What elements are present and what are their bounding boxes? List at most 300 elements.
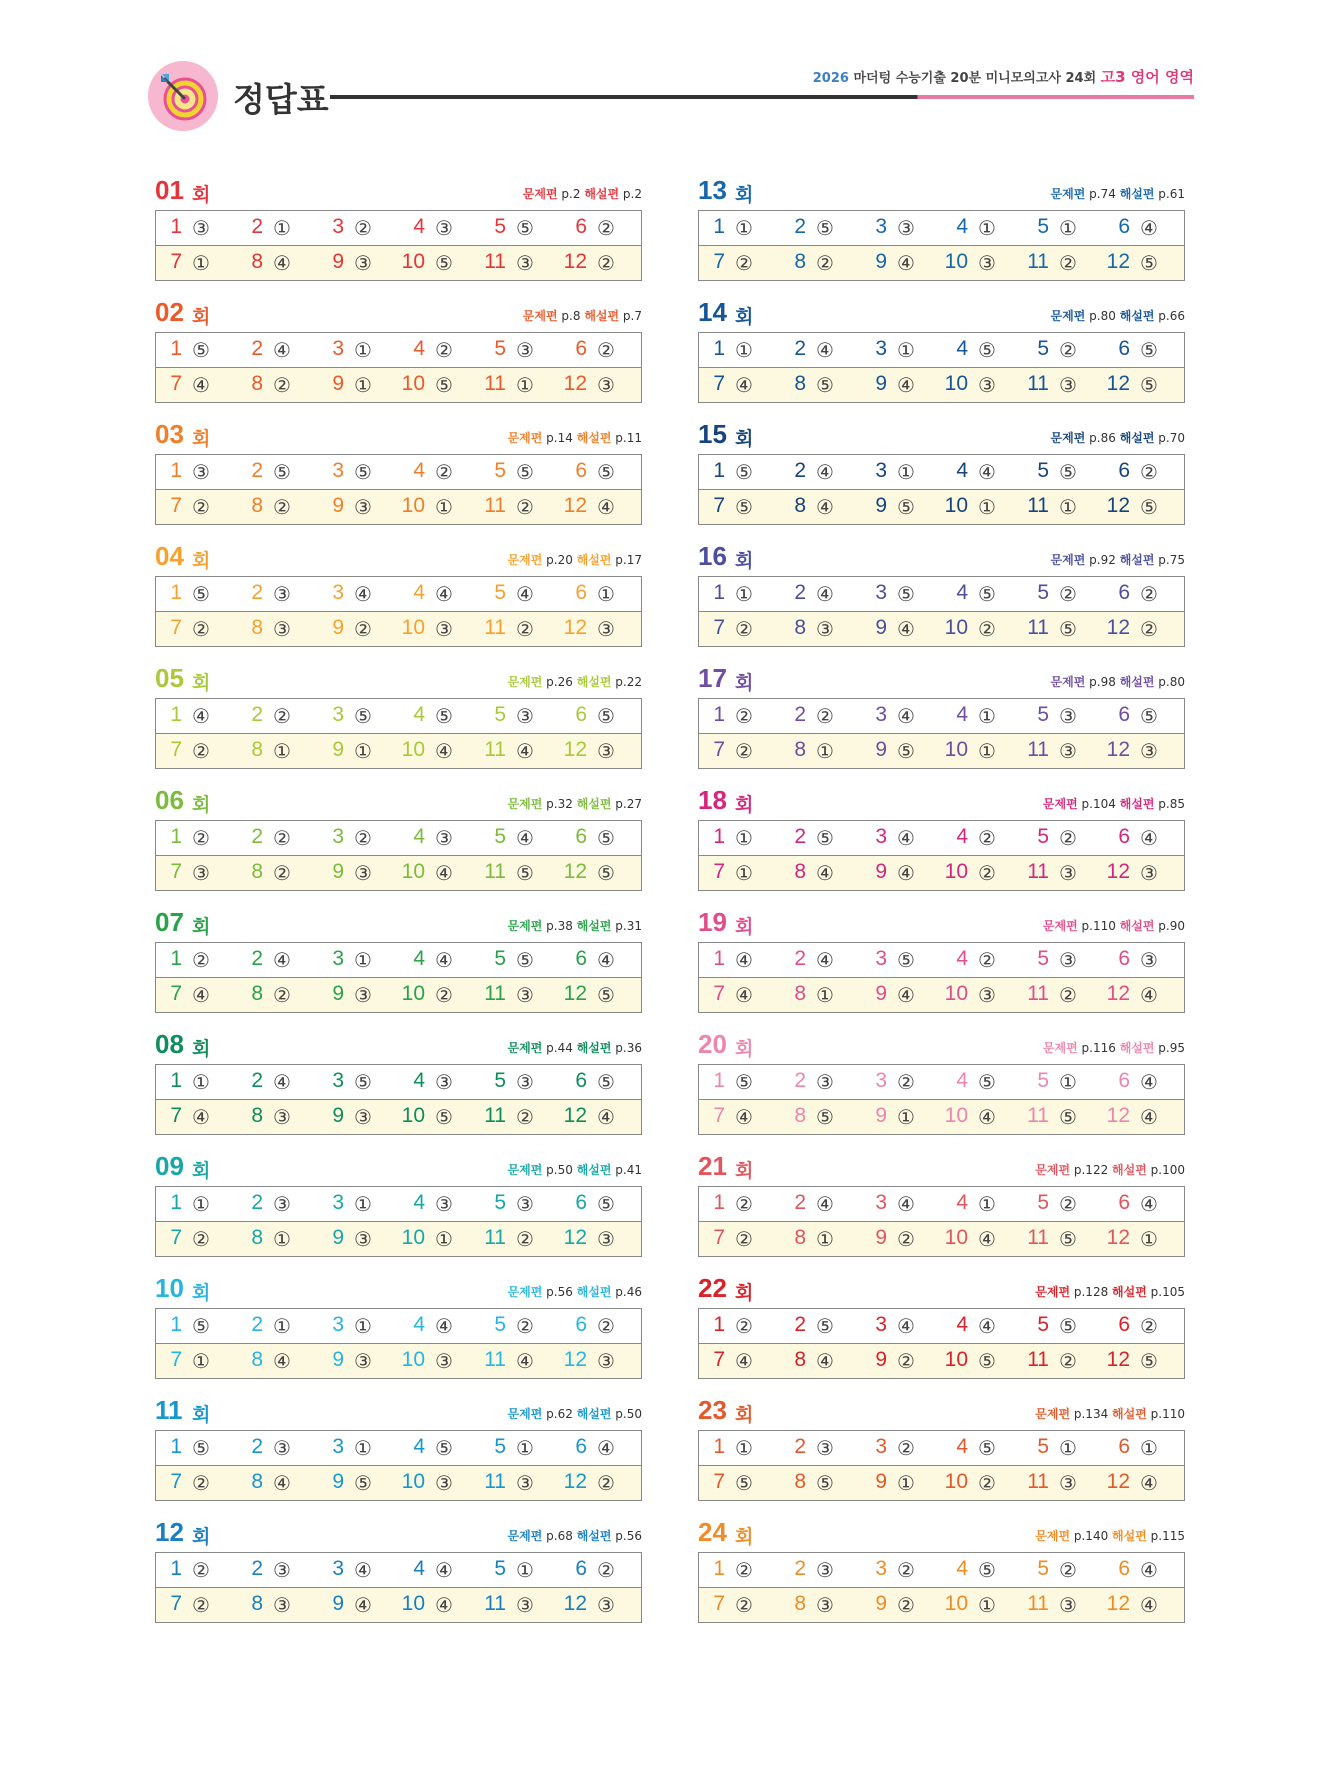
answer-choice: ④ <box>735 948 753 972</box>
subtitle-year: 2026 <box>812 71 849 86</box>
answer-cell <box>780 612 860 646</box>
answer-cell <box>1023 734 1103 768</box>
answer-cell <box>561 1553 641 1587</box>
answer-cell <box>1104 612 1184 646</box>
question-number: 4 <box>956 703 968 726</box>
answer-choice: ② <box>897 1558 915 1582</box>
answer-cell <box>861 1588 941 1622</box>
solution-book-page: p.66 <box>1158 309 1185 323</box>
session-block <box>698 1273 1185 1379</box>
question-number: 11 <box>1027 982 1049 1005</box>
question-number: 12 <box>1106 982 1130 1005</box>
answer-cell <box>561 856 641 890</box>
question-number: 11 <box>484 494 506 517</box>
answer-choice: ① <box>816 1227 834 1251</box>
session-block <box>155 1151 642 1257</box>
answer-choice: ⑤ <box>735 495 753 519</box>
answer-cell <box>861 978 941 1012</box>
question-number: 9 <box>875 1104 887 1127</box>
answer-grid <box>155 454 642 525</box>
solution-book-page: p.80 <box>1158 675 1185 689</box>
session-page-refs <box>1043 917 1185 934</box>
question-number: 1 <box>713 459 725 482</box>
answer-cell <box>237 1065 317 1099</box>
solution-book-label: 해설편 <box>1119 431 1155 445</box>
answer-cell <box>780 978 860 1012</box>
answer-choice: ③ <box>816 1070 834 1094</box>
answer-choice: ⑤ <box>978 1349 996 1373</box>
answer-choice: ④ <box>735 1105 753 1129</box>
answer-cell <box>1023 1187 1103 1221</box>
answer-row <box>699 1553 1184 1588</box>
question-number: 3 <box>875 1191 887 1214</box>
answer-choice: ① <box>897 338 915 362</box>
answer-cell <box>237 577 317 611</box>
question-number: 1 <box>170 1435 182 1458</box>
answer-cell <box>480 577 560 611</box>
question-number: 10 <box>401 1104 425 1127</box>
question-number: 3 <box>332 947 344 970</box>
session-suffix: 회 <box>192 916 211 938</box>
answer-cell <box>318 856 398 890</box>
answer-grid <box>698 576 1185 647</box>
answer-cell <box>1023 333 1103 367</box>
answer-cell <box>1023 699 1103 733</box>
answer-cell <box>861 856 941 890</box>
answer-choice: ① <box>735 582 753 606</box>
answer-cell <box>942 211 1022 245</box>
answer-cell <box>699 978 779 1012</box>
session-header <box>155 419 642 449</box>
answer-choice: ② <box>735 251 753 275</box>
answer-choice: ③ <box>597 617 615 641</box>
answer-cell <box>1023 490 1103 524</box>
answer-cell <box>399 1100 479 1134</box>
answer-choice: ① <box>273 739 291 763</box>
question-number: 12 <box>563 1470 587 1493</box>
answer-cell <box>1023 1100 1103 1134</box>
answer-choice: ④ <box>816 1349 834 1373</box>
answer-cell <box>480 1431 560 1465</box>
answer-cell <box>861 368 941 402</box>
answer-choice: ③ <box>516 338 534 362</box>
problem-book-page: p.56 <box>546 1285 573 1299</box>
solution-book-label: 해설편 <box>1119 553 1155 567</box>
answer-cell <box>699 1309 779 1343</box>
answer-choice: ① <box>1059 495 1077 519</box>
answer-choice: ⑤ <box>816 373 834 397</box>
question-number: 1 <box>170 1191 182 1214</box>
session-block <box>155 297 642 403</box>
answer-choice: ③ <box>435 1349 453 1373</box>
solution-book-label: 해설편 <box>576 797 612 811</box>
session-number: 17 <box>698 663 727 693</box>
question-number: 2 <box>251 215 263 238</box>
answer-choice: ② <box>735 1314 753 1338</box>
answer-choice: ① <box>192 251 210 275</box>
question-number: 8 <box>794 616 806 639</box>
question-number: 5 <box>494 337 506 360</box>
answer-choice: ④ <box>1140 1070 1158 1094</box>
answer-row <box>699 1344 1184 1378</box>
answer-cell <box>399 612 479 646</box>
answer-choice: ⑤ <box>978 582 996 606</box>
answer-cell <box>942 734 1022 768</box>
answer-choice: ④ <box>1140 983 1158 1007</box>
answer-cell <box>780 1309 860 1343</box>
problem-book-page: p.20 <box>546 553 573 567</box>
session-page-refs <box>1035 1405 1185 1422</box>
answer-cell <box>156 856 236 890</box>
answer-choice: ④ <box>435 1558 453 1582</box>
session-number: 09 <box>155 1151 184 1181</box>
question-number: 11 <box>1027 372 1049 395</box>
question-number: 1 <box>713 581 725 604</box>
question-number: 7 <box>713 494 725 517</box>
problem-book-page: p.44 <box>546 1041 573 1055</box>
answer-choice: ③ <box>1059 373 1077 397</box>
answer-cell <box>699 368 779 402</box>
solution-book-page: p.50 <box>615 1407 642 1421</box>
answer-choice: ③ <box>597 739 615 763</box>
answer-choice: ② <box>192 739 210 763</box>
answer-cell <box>399 699 479 733</box>
answer-grid <box>698 820 1185 891</box>
question-number: 3 <box>875 947 887 970</box>
session-block <box>698 785 1185 891</box>
session-block <box>155 175 642 281</box>
answer-cell <box>480 1344 560 1378</box>
question-number: 12 <box>563 616 587 639</box>
answer-cell <box>861 1553 941 1587</box>
answer-row <box>699 1222 1184 1256</box>
answer-cell <box>318 490 398 524</box>
answer-row <box>156 1588 641 1622</box>
answer-cell <box>480 856 560 890</box>
answer-grid <box>155 820 642 891</box>
answer-choice: ① <box>897 1105 915 1129</box>
question-number: 12 <box>1106 1470 1130 1493</box>
session-suffix: 회 <box>735 428 754 450</box>
question-number: 6 <box>575 1069 587 1092</box>
solution-book-label: 해설편 <box>576 1041 612 1055</box>
problem-book-page: p.140 <box>1073 1529 1109 1543</box>
answer-row <box>699 246 1184 280</box>
answer-cell <box>780 699 860 733</box>
answer-choice: ④ <box>816 338 834 362</box>
question-number: 4 <box>956 215 968 238</box>
answer-choice: ② <box>1059 1349 1077 1373</box>
answer-grid <box>155 942 642 1013</box>
question-number: 7 <box>713 982 725 1005</box>
answer-row <box>156 333 641 368</box>
answer-choice: ② <box>978 861 996 885</box>
session-header <box>698 297 1185 327</box>
answer-cell <box>861 699 941 733</box>
answer-cell <box>780 1466 860 1500</box>
answer-row <box>156 1344 641 1378</box>
problem-book-page: p.122 <box>1073 1163 1109 1177</box>
answer-choice: ② <box>516 1227 534 1251</box>
problem-book-page: p.98 <box>1089 675 1116 689</box>
session-header <box>155 1517 642 1547</box>
answer-cell <box>780 368 860 402</box>
answer-cell <box>561 211 641 245</box>
question-number: 12 <box>563 1104 587 1127</box>
answer-choice: ① <box>354 1314 372 1338</box>
answer-cell <box>780 1222 860 1256</box>
answer-cell <box>399 455 479 489</box>
question-number: 1 <box>713 1069 725 1092</box>
answer-cell <box>318 978 398 1012</box>
answer-cell <box>480 1309 560 1343</box>
answer-cell <box>237 978 317 1012</box>
session-header <box>698 541 1185 571</box>
question-number: 9 <box>332 1348 344 1371</box>
subtitle-main: 마더텅 수능기출 20분 미니모의고사 24회 <box>853 71 1097 86</box>
problem-book-label: 문제편 <box>507 675 543 689</box>
answer-row <box>156 1466 641 1500</box>
answer-cell <box>1104 1100 1184 1134</box>
answer-cell <box>561 821 641 855</box>
question-number: 3 <box>875 459 887 482</box>
answer-choice: ⑤ <box>354 460 372 484</box>
answer-cell <box>699 1222 779 1256</box>
solution-book-label: 해설편 <box>1119 919 1155 933</box>
answer-cell <box>561 699 641 733</box>
answer-choice: ① <box>192 1192 210 1216</box>
question-number: 8 <box>794 250 806 273</box>
answer-choice: ⑤ <box>1059 1227 1077 1251</box>
answer-choice: ② <box>597 251 615 275</box>
answer-choice: ③ <box>516 1471 534 1495</box>
answer-choice: ③ <box>816 1436 834 1460</box>
answer-cell <box>1023 246 1103 280</box>
problem-book-label: 문제편 <box>507 1163 543 1177</box>
question-number: 2 <box>251 1069 263 1092</box>
answer-choice: ② <box>735 739 753 763</box>
answer-choice: ⑤ <box>354 704 372 728</box>
answer-row <box>699 943 1184 978</box>
answer-choice: ④ <box>897 983 915 1007</box>
answer-cell <box>156 612 236 646</box>
question-number: 9 <box>875 1470 887 1493</box>
answer-cell <box>942 699 1022 733</box>
answer-choice: ③ <box>816 617 834 641</box>
question-number: 6 <box>1118 337 1130 360</box>
question-number: 11 <box>1027 738 1049 761</box>
answer-cell <box>237 1187 317 1221</box>
question-number: 7 <box>713 372 725 395</box>
session-block <box>155 1395 642 1501</box>
problem-book-label: 문제편 <box>1050 553 1086 567</box>
question-number: 11 <box>1027 860 1049 883</box>
answer-cell <box>480 821 560 855</box>
answer-choice: ④ <box>978 1314 996 1338</box>
answer-choice: ⑤ <box>192 1436 210 1460</box>
answer-choice: ⑤ <box>816 1105 834 1129</box>
question-number: 9 <box>875 1226 887 1249</box>
answer-choice: ① <box>735 1436 753 1460</box>
question-number: 8 <box>794 982 806 1005</box>
question-number: 4 <box>956 1191 968 1214</box>
answer-cell <box>156 1100 236 1134</box>
question-number: 9 <box>875 860 887 883</box>
session-page-refs <box>508 795 642 812</box>
answer-row <box>699 699 1184 734</box>
problem-book-label: 문제편 <box>507 797 543 811</box>
answer-grid <box>698 454 1185 525</box>
answer-cell <box>1023 1222 1103 1256</box>
question-number: 6 <box>1118 215 1130 238</box>
session-block <box>698 663 1185 769</box>
session-suffix: 회 <box>192 306 211 328</box>
question-number: 8 <box>794 1470 806 1493</box>
problem-book-label: 문제편 <box>1050 431 1086 445</box>
answer-row <box>699 612 1184 646</box>
question-number: 5 <box>494 1313 506 1336</box>
question-number: 2 <box>251 703 263 726</box>
answer-choice: ⑤ <box>435 251 453 275</box>
question-number: 4 <box>956 1069 968 1092</box>
answer-choice: ④ <box>1140 1593 1158 1617</box>
answer-choice: ④ <box>435 861 453 885</box>
answer-choice: ③ <box>354 251 372 275</box>
answer-cell <box>156 1431 236 1465</box>
answer-cell <box>156 734 236 768</box>
answer-cell <box>480 1100 560 1134</box>
answer-choice: ⑤ <box>1140 338 1158 362</box>
answer-choice: ⑤ <box>1140 251 1158 275</box>
session-page-refs <box>1035 1527 1185 1544</box>
answer-choice: ④ <box>273 251 291 275</box>
session-header <box>698 1517 1185 1547</box>
answer-choice: ④ <box>435 582 453 606</box>
solution-book-label: 해설편 <box>1119 1041 1155 1055</box>
answer-choice: ① <box>897 460 915 484</box>
answer-choice: ③ <box>192 216 210 240</box>
answer-cell <box>156 943 236 977</box>
answer-choice: ③ <box>597 373 615 397</box>
question-number: 2 <box>794 947 806 970</box>
answer-choice: ④ <box>597 495 615 519</box>
answer-cell <box>699 821 779 855</box>
answer-choice: ② <box>735 1593 753 1617</box>
answer-cell <box>156 455 236 489</box>
answer-choice: ② <box>273 861 291 885</box>
answer-choice: ④ <box>897 1314 915 1338</box>
solution-book-label: 해설편 <box>576 431 612 445</box>
page-header <box>148 58 1194 136</box>
session-suffix: 회 <box>192 1404 211 1426</box>
answer-choice: ① <box>1140 1227 1158 1251</box>
question-number: 5 <box>494 947 506 970</box>
answer-choice: ④ <box>816 582 834 606</box>
solution-book-page: p.85 <box>1158 797 1185 811</box>
answer-choice: ⑤ <box>354 1471 372 1495</box>
answer-cell <box>156 333 236 367</box>
answer-choice: ③ <box>1059 1593 1077 1617</box>
question-number: 2 <box>251 1313 263 1336</box>
question-number: 5 <box>494 825 506 848</box>
answer-cell <box>561 1466 641 1500</box>
question-number: 6 <box>575 215 587 238</box>
question-number: 6 <box>1118 1435 1130 1458</box>
solution-book-page: p.56 <box>615 1529 642 1543</box>
question-number: 9 <box>332 372 344 395</box>
answer-cell <box>318 1344 398 1378</box>
answer-cell <box>780 1553 860 1587</box>
answer-cell <box>780 211 860 245</box>
question-number: 5 <box>494 1069 506 1092</box>
answer-choice: ⑤ <box>1140 495 1158 519</box>
answer-cell <box>237 734 317 768</box>
answer-choice: ⑤ <box>978 1070 996 1094</box>
session-number: 08 <box>155 1029 184 1059</box>
answer-choice: ⑤ <box>735 1070 753 1094</box>
answer-choice: ④ <box>192 983 210 1007</box>
question-number: 9 <box>875 1592 887 1615</box>
answer-cell <box>480 1065 560 1099</box>
answer-choice: ④ <box>1140 1192 1158 1216</box>
answer-cell <box>861 1222 941 1256</box>
answer-choice: ③ <box>516 704 534 728</box>
answer-cell <box>399 1065 479 1099</box>
question-number: 1 <box>170 1313 182 1336</box>
answer-choice: ⑤ <box>816 826 834 850</box>
answer-choice: ② <box>735 1192 753 1216</box>
answer-grid <box>698 1308 1185 1379</box>
answer-choice: ② <box>192 1471 210 1495</box>
session-number: 24 <box>698 1517 727 1547</box>
answer-choice: ⑤ <box>978 1558 996 1582</box>
answer-cell <box>1023 978 1103 1012</box>
session-page-refs <box>1043 1039 1185 1056</box>
question-number: 4 <box>413 215 425 238</box>
answer-cell <box>399 577 479 611</box>
answer-choice: ⑤ <box>816 216 834 240</box>
question-number: 4 <box>413 825 425 848</box>
answer-cell <box>156 211 236 245</box>
session-suffix: 회 <box>192 794 211 816</box>
answer-cell <box>1104 1065 1184 1099</box>
question-number: 4 <box>956 337 968 360</box>
solution-book-page: p.11 <box>615 431 642 445</box>
answer-choice: ③ <box>435 216 453 240</box>
answer-cell <box>699 1187 779 1221</box>
answer-cell <box>861 1344 941 1378</box>
question-number: 7 <box>170 1470 182 1493</box>
answer-choice: ③ <box>273 582 291 606</box>
answer-cell <box>1104 856 1184 890</box>
answer-cell <box>1104 577 1184 611</box>
problem-book-label: 문제편 <box>1042 1041 1078 1055</box>
answer-cell <box>861 1466 941 1500</box>
session-suffix: 회 <box>735 1038 754 1060</box>
answer-choice: ⑤ <box>1140 1349 1158 1373</box>
answer-row <box>156 577 641 612</box>
answer-choice: ③ <box>978 373 996 397</box>
session-number: 15 <box>698 419 727 449</box>
answer-choice: ② <box>192 826 210 850</box>
question-number: 3 <box>875 581 887 604</box>
question-number: 6 <box>575 1557 587 1580</box>
answer-cell <box>942 1309 1022 1343</box>
answer-choice: ② <box>897 1436 915 1460</box>
problem-book-page: p.32 <box>546 797 573 811</box>
question-number: 8 <box>251 1348 263 1371</box>
answer-cell <box>699 856 779 890</box>
